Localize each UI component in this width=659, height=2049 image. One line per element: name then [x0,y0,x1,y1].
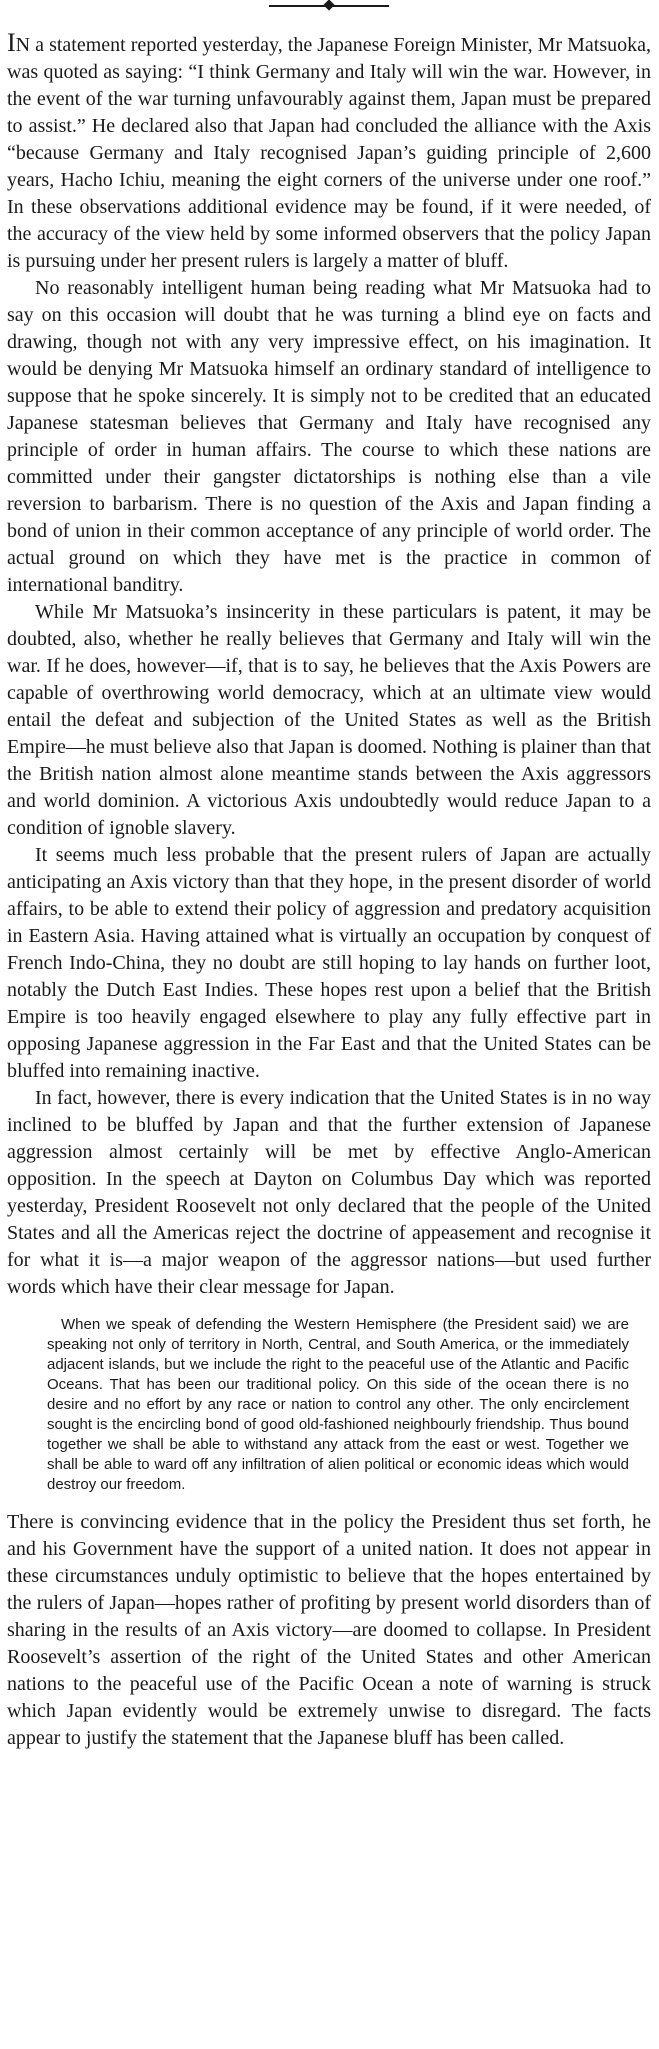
first-paragraph [7,28,651,275]
diamond-icon [323,0,334,11]
drop-letter: I [7,28,16,57]
paragraph-roosevelt-speech: In fact, however, there is every indication that the United States is in no way inclined to be bluffed by Japan and that the further extension of Japanese aggression almost certainly will be met by effective Anglo-American opposition. In the speech at Dayton on Columbus Day which was reported yesterday, President Roosevelt not only declared that the people of the United States and all the Americas reject the doctrine of appeasement and recognise it for what it is—a major weapon of the aggressor nations—but used further words which have their clear message for Japan. [7,1087,651,1298]
paragraph-axis-victory-doubt: While Mr Matsuoka’s insincerity in these particulars is patent, it may be doubted, also, whether he really believes that Germany and Italy will win the war. If he does, however—if, that is to say, he believes that the Axis Powers are capable of overthrowing world democracy, which at an ultimate view would entail the defeat and subjection of the United States as well as the British Empire—he must believe also that Japan is doomed. Nothing is plainer than that the British nation almost alone meantime stands between the Axis aggressors and world dominion. A victorious Axis undoubtedly would reduce Japan to a condition of ignoble slavery. [7,601,651,839]
roosevelt-quotation: When we speak of defending the Western Hemisphere (the President said) we are speaking not only of territory in North, Central, and South America, or the immediately adjacent islands, but we include the right to the peaceful use of the Atlantic and Pacific Oceans. That has been our traditional policy. On this side of the ocean there is no desire and no effort by any race or nation to control any other. The only encirclement sought is the encircling bond of good old-fashioned neighbourly friendship. Thus bound together we shall be able to withstand any attack from the east or west. Together we shall be able to ward off any infiltration of alien political or economic ideas which would destroy our freedom. [47,1316,629,1493]
closing-paragraph: There is convincing evidence that in the policy the President thus set forth, he and his Government have the support of a united nation. It does not appear in these circumstances unduly optimistic to believe that the hopes entertained by the rulers of Japan—hopes rather of profiting by present world disorders than of sharing in the results of an Axis victory—are doomed to collapse. In President Roosevelt’s assertion of the right of the United States and other American nations to the peaceful use of the Pacific Ocean a note of warning is struck which Japan evidently would be extremely unwise to disregard. The facts appear to justify the statement that the Japanese bluff has been called. [7,1511,651,1749]
first-paragraph-text: N a statement reported yesterday, the Japanese Foreign Minister, Mr Matsuoka, was quoted as saying: “I think Germany and Italy will win the war. However, in the event of the war turning unfavourably against them, Japan must be prepared to assist.” He declared also that Japan had concluded the alliance with the Axis “because Germany and Italy recognised Japan’s guiding principle of 2,600 years, Hacho Ichiu, meaning the eight corners of the universe under one roof.” In these observations additional evidence may be found, if it were needed, of the accuracy of the view held by some informed observers that the policy Japan is pursuing under her present rulers is largely a matter of bluff. [7,34,651,272]
paragraph-japanese-aggression: It seems much less probable that the present rulers of Japan are actually anticipating an Axis victory than that they hope, in the present disorder of world affairs, to be able to extend their policy of aggression and predatory acquisition in Eastern Asia. Having attained what is virtually an occupation by conquest of French Indo-China, they no doubt are still hoping to lay hands on further loot, notably the Dutch East Indies. These hopes rest upon a belief that the British Empire is too heavily engaged elsewhere to play any fully effective part in opposing Japanese aggression in the Far East and that the United States can be bluffed into remaining inactive. [7,844,651,1082]
separator-ornament-icon [269,0,389,12]
paragraph-matsuoka-sincerity: No reasonably intelligent human being reading what Mr Matsuoka had to say on this occasion will doubt that he was turning a blind eye on facts and drawing, though not with any very impressive effect, on his imagination. It would be denying Mr Matsuoka himself an ordinary standard of intelligence to suppose that he spoke sincerely. It is simply not to be credited that an educated Japanese statesman believes that Germany and Italy have recognised any principle of order in human affairs. The course to which these nations are committed under their gangster dictatorships is nothing else than a vile reversion to barbarism. There is no question of the Axis and Japan finding a bond of union in their common acceptance of any principle of world order. The actual ground on which they have met is the practice in common of international banditry. [7,277,651,596]
